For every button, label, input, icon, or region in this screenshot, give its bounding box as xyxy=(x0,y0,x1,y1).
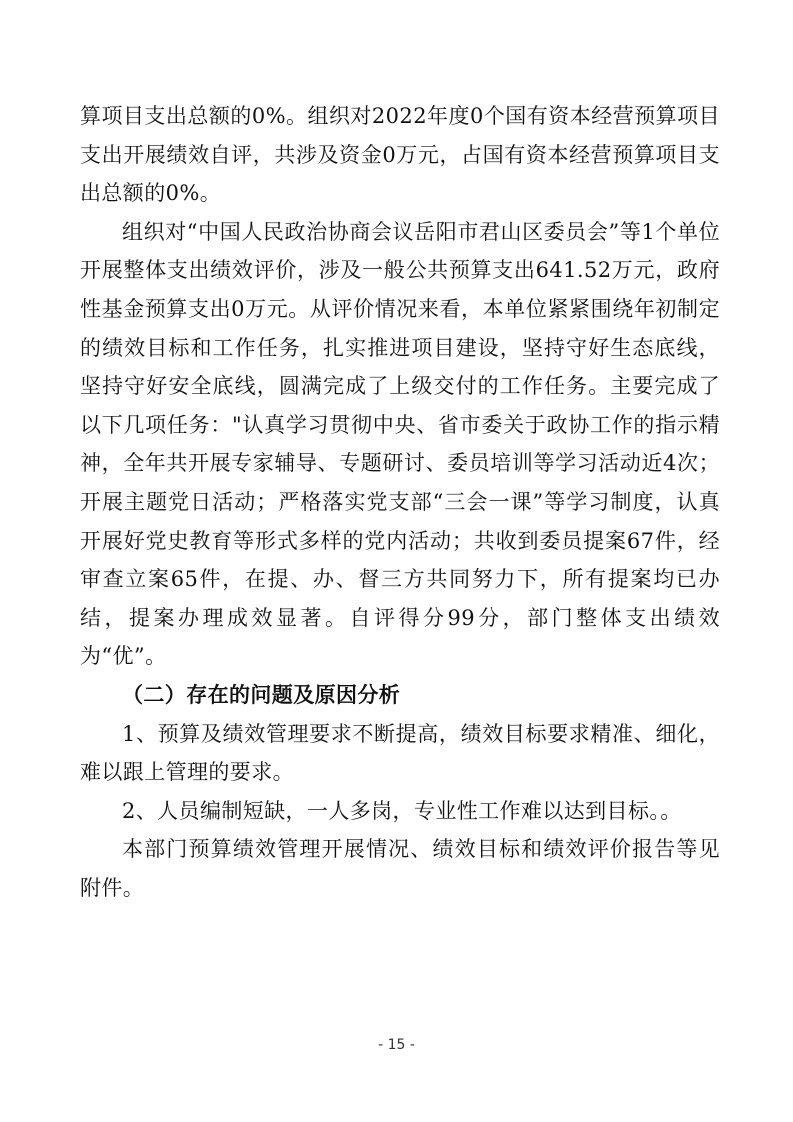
paragraph-problem-2: 2、人员编制短缺，一人多岗，专业性工作难以达到目标。。 xyxy=(122,798,682,823)
paragraph-evaluation-summary: 组织对“中国人民政治协商会议岳阳市君山区委员会”等1个单位开展整体支出绩效评价，涉及一般公共预算支出641.52万元，政府性基金预算支出0万元。从评价情况来看，本单位紧紧围绕年初制定的绩效目标和工作任务，扎实推进项目建设，坚持守好生态底线，坚持守好安全底线，圆满完成了上级交付的工作任务。主要完成了以下几项任务："认真学习贯彻中央、省市委关于政协工作的指示精神，全年共开展专家辅导、专题研讨、委员培训等学习活动近4次；开展主题党日活动；严格落实党支部“三会一课”等学习制度，认真开展好党史教育等形式多样的党内活动；共收到委员提案67件，经审查立案65件，在提、办、督三方共同努力下，所有提案均已办结，提案办理成效显著。自评得分99分，部门整体支出绩效为“优”。 xyxy=(80,219,720,669)
section-heading-problems: （二）存在的问题及原因分析 xyxy=(122,681,401,707)
document-body xyxy=(80,97,720,907)
paragraph-continuation: 算项目支出总额的0%。组织对2022年度0个国有资本经营预算项目支出开展绩效自评，共涉及资金0万元，占国有资本经营预算项目支出总额的0%。 xyxy=(80,104,720,206)
paragraph-attachment-note: 本部门预算绩效管理开展情况、绩效目标和绩效评价报告等见附件。 xyxy=(80,837,720,900)
paragraph-problem-1: 1、预算及绩效管理要求不断提高，绩效目标要求精准、细化，难以跟上管理的要求。 xyxy=(80,721,720,785)
page-number: - 15 - xyxy=(378,1037,415,1053)
